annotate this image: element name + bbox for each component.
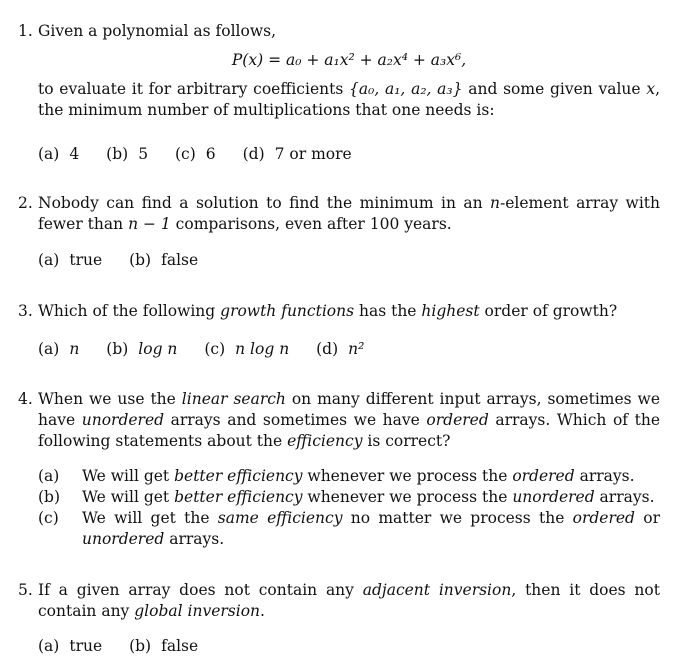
option-c[interactable]: (c) We will get the same efficiency no matter we process the ordered or unordered arrays. [38,509,660,548]
question-text: If a given array does not contain any adjacent inversion, then it does not contain any global inversion. [38,581,660,620]
question-3 [18,301,660,322]
question-5 [18,580,660,622]
option-c[interactable]: (c) 6 [175,145,216,163]
option-c[interactable]: (c) n log n [204,340,290,358]
polynomial-equation: P(x) = a₀ + a₁x² + a₂x⁴ + a₃x⁶, [231,51,467,69]
option-b[interactable]: (b) We will get better efficiency whenever we process the unordered arrays. [38,488,655,506]
question-text: When we use the linear search on many different input arrays, sometimes we have unordered arrays and sometimes we have ordered arrays. Which of the following statements about the efficiency is correct? [38,390,660,450]
question-number: 4. [18,390,33,408]
options-q3 [38,339,386,360]
question-text: Given a polynomial as follows, P(x) = a₀ + a₁x² + a₂x⁴ + a₃x⁶, to evaluate it for arbitrary coefficients {a₀, a₁, a₂, a₃} and some given value x, the minimum number of multiplications that one needs is: [38,22,660,119]
option-d[interactable]: (d) 7 or more [242,145,352,163]
question-text: Nobody can find a solution to find the minimum in an n-element array with fewer than n − 1 comparisons, even after 100 years. [38,194,660,233]
question-1 [18,21,660,121]
option-a[interactable]: (a) We will get better efficiency whenever we process the ordered arrays. [38,467,635,485]
question-number: 1. [18,22,33,40]
option-a[interactable]: (a) n [38,340,80,358]
question-4 [18,389,660,452]
question-number: 3. [18,302,33,320]
options-q2 [38,250,220,271]
option-a[interactable]: (a) 4 [38,145,80,163]
options-q4 [38,466,660,550]
option-b[interactable]: (b) log n [106,340,178,358]
question-number: 2. [18,194,33,212]
option-a[interactable]: (a) true [38,251,103,269]
question-number: 5. [18,581,33,599]
option-a[interactable]: (a) true [38,637,103,655]
option-b[interactable]: (b) 5 [106,145,149,163]
option-d[interactable]: (d) n² [316,340,365,358]
question-text: Which of the following growth functions has the highest order of growth? [38,302,618,320]
question-2 [18,193,660,235]
options-q1 [38,144,374,165]
options-q5 [38,636,220,657]
option-b[interactable]: (b) false [129,251,199,269]
option-b[interactable]: (b) false [129,637,199,655]
